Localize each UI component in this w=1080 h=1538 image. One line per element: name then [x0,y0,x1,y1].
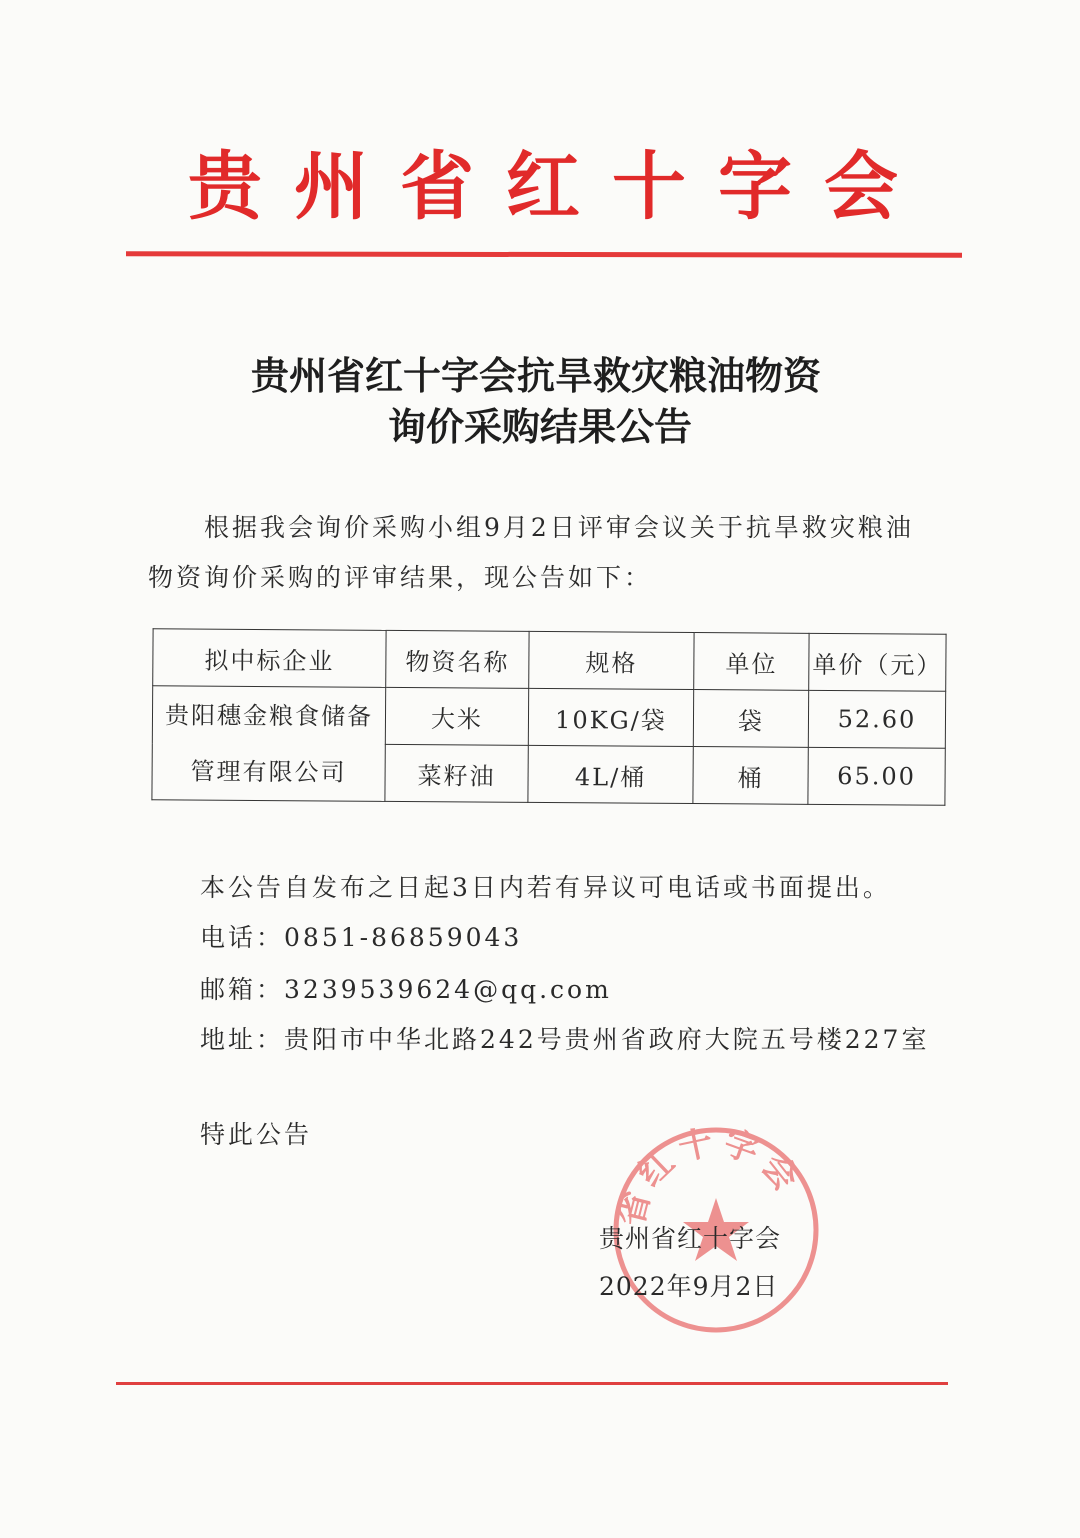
item-unit-cell: 袋 [693,690,808,748]
item-price-cell: 65.00 [808,747,945,805]
table-header-row [153,629,946,692]
closing-remark: 特此公告 [200,1120,313,1149]
header-item-name: 物资名称 [386,630,529,688]
address-label: 地址： [200,1025,285,1054]
address-line [200,1027,929,1052]
signature-date: 2022年9月2日 [599,1272,779,1301]
notice-title-line2: 询价采购结果公告 [387,404,692,449]
signature-org: 贵州省红十字会 [599,1224,782,1253]
item-price-cell: 52.60 [808,690,945,748]
phone-number: 0851-86859043 [284,923,523,952]
company-name-line1: 贵阳穗金粮食储备 [164,700,374,731]
header-spec: 规格 [529,631,694,689]
seal-text: 省红十字会 [611,1121,810,1231]
header-unit: 单位 [694,633,809,691]
item-unit-cell: 桶 [693,747,808,805]
phone-label: 电话： [200,923,285,952]
address-text: 贵阳市中华北路242号贵州省政府大院五号楼227室 [284,1025,930,1054]
procurement-result-table [151,628,946,806]
item-name-cell: 大米 [385,687,528,745]
header-company: 拟中标企业 [153,629,386,688]
intro-line2: 物资询价采购的评审结果，现公告如下： [148,563,653,592]
svg-text:省红十字会 [611,1121,809,1230]
email-address: 3239539624@qq.com [284,975,612,1004]
email-line [200,977,612,1002]
item-spec-cell: 4L/桶 [528,745,693,803]
company-name-line2: 管理有限公司 [190,756,347,787]
intro-line1: 根据我会询价采购小组9月2日评审会议关于抗旱救灾粮油 [204,513,914,542]
item-name-cell: 菜籽油 [385,744,528,802]
item-spec-cell: 10KG/袋 [528,688,693,746]
phone-line [200,925,522,950]
objection-notice: 本公告自发布之日起3日内若有异议可电话或书面提出。 [200,873,891,902]
table-row [152,686,945,749]
company-cell [152,686,386,802]
notice-title-line1: 贵州省红十字会抗旱救灾粮油物资 [250,353,821,398]
letterhead-title: 贵州省红十字会 [188,144,930,230]
footer-red-rule [116,1382,948,1385]
header-unit-price: 单价（元） [809,633,946,691]
letterhead-red-rule [126,251,962,257]
email-label: 邮箱： [200,975,285,1004]
